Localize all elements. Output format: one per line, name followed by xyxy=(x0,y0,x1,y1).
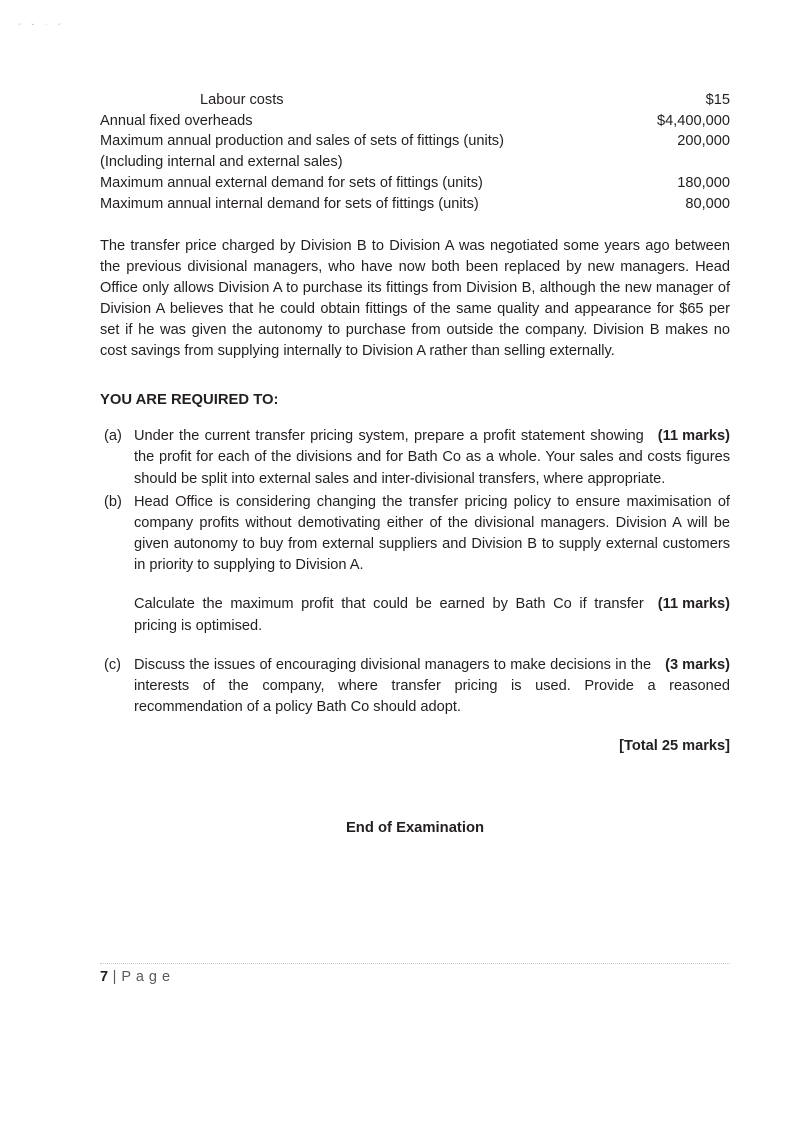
page-content xyxy=(100,90,730,851)
requirement-paragraph: Calculate the maximum profit that could be earned by Bath Co if transfer pricing is optimised. xyxy=(134,596,644,634)
page-footer xyxy=(100,963,730,985)
table-row xyxy=(100,131,730,152)
figure-value xyxy=(570,152,730,173)
requirement-item-a xyxy=(100,426,730,489)
figure-value: 200,000 xyxy=(677,133,730,150)
requirement-marker: (a) xyxy=(104,428,122,445)
figure-value: $4,400,000 xyxy=(656,112,730,129)
page-number-value: 7 xyxy=(100,969,109,985)
requirement-marker: (b) xyxy=(104,493,122,510)
narrative-paragraph: The transfer price charged by Division B to Division A was negotiated some years ago between the previous divisional managers, who have now both been replaced by new managers. Head Office only allows Division A to purchase its fittings from Division B, although the new manager of Division A believes that he could obtain fittings of the same quality and appearance for $65 per set if he was given the autonomy to purchase from outside the company. Division B makes no cost savings from supplying internally to Division A rather than selling externally. xyxy=(100,238,730,360)
figure-value: 180,000 xyxy=(677,174,730,191)
scan-artifact-marks: ˘ ˇ ˈ ˘ xyxy=(18,22,65,32)
figure-label: Maximum annual internal demand for sets of fittings (units) xyxy=(100,195,479,212)
page-word: P a g e xyxy=(121,969,171,985)
requirements-list xyxy=(100,426,730,718)
requirement-paragraph: Under the current transfer pricing system, prepare a profit statement showing the profit for each of the divisions and for Bath Co as a whole. Your sales and costs figures should be split into external sales and inter-divisional transfers, where appropriate. xyxy=(134,428,730,487)
figure-label: (Including internal and external sales) xyxy=(100,154,343,171)
footer-page-number xyxy=(100,969,730,985)
table-row xyxy=(100,194,730,215)
table-row xyxy=(100,111,730,132)
figure-value: $15 xyxy=(705,92,730,108)
footer-divider xyxy=(100,963,730,964)
table-row xyxy=(100,152,730,173)
requirement-text xyxy=(134,426,730,489)
marks-badge: (11 marks) xyxy=(657,596,730,613)
figure-label: Annual fixed overheads xyxy=(100,112,253,129)
requirement-paragraph: Discuss the issues of encouraging divisional managers to make decisions in the interests of the company, where transfer pricing is used. Provide a reasoned recommendation of a policy Bath Co should adopt. xyxy=(134,656,730,716)
end-of-examination: End of Examination xyxy=(345,820,485,837)
figure-value: 80,000 xyxy=(685,195,730,212)
requirement-body xyxy=(134,426,730,489)
cost-data-table xyxy=(100,90,730,214)
requirement-text xyxy=(134,655,730,718)
requirement-body xyxy=(134,492,730,637)
figure-label: Labour costs xyxy=(200,92,284,108)
table-row xyxy=(100,173,730,194)
marks-badge: (3 marks) xyxy=(665,656,730,673)
figure-label: Maximum annual external demand for sets of fittings (units) xyxy=(100,174,483,191)
requirement-paragraph: Head Office is considering changing the transfer pricing policy to ensure maximisation of company profits without demotivating either of the divisional managers. Division A will be given autonomy to buy from external suppliers and Division B to supply external customers in priority to supplying to Division A. xyxy=(134,493,730,574)
requirement-item-b xyxy=(100,492,730,637)
requirement-item-c xyxy=(100,655,730,718)
total-marks: [Total 25 marks] xyxy=(619,738,730,755)
table-row xyxy=(100,90,730,111)
requirements-heading: YOU ARE REQUIRED TO: xyxy=(100,392,279,409)
requirement-text xyxy=(134,594,730,636)
page-number-separator: | xyxy=(108,969,122,985)
requirement-marker: (c) xyxy=(104,656,122,673)
figure-label: Maximum annual production and sales of sets of fittings (units) xyxy=(100,133,504,150)
requirement-body xyxy=(134,655,730,718)
marks-badge: (11 marks) xyxy=(657,428,730,445)
